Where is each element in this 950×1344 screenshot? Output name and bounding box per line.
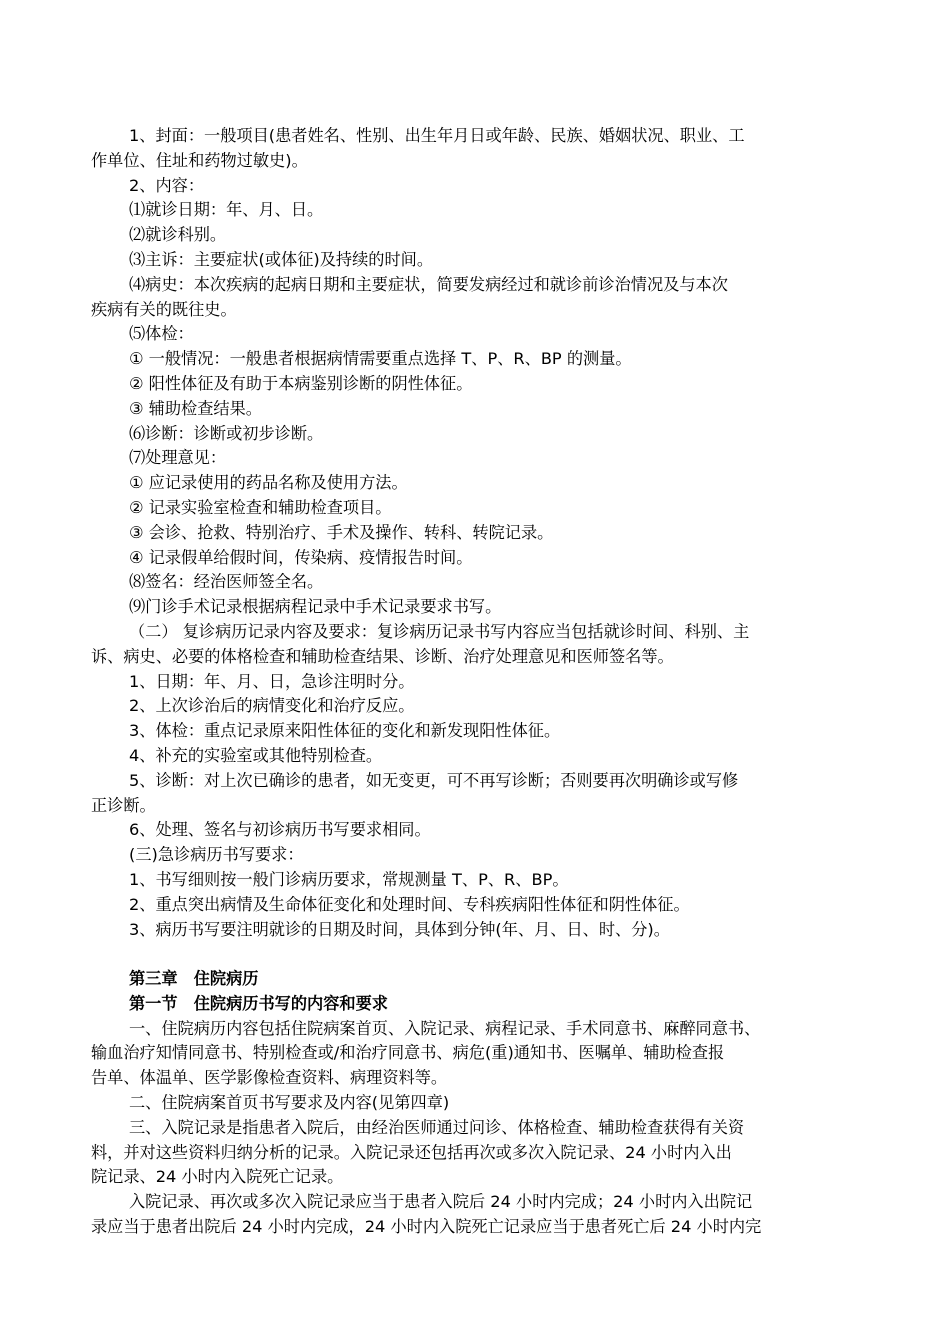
- text-line: 5、诊断：对上次已确诊的患者，如无变更，可不再写诊断；否则要再次明确诊或写修: [129, 770, 739, 790]
- text-line: ② 记录实验室检查和辅助检查项目。: [129, 497, 392, 517]
- text-line: 入院记录、再次或多次入院记录应当于患者入院后 24 小时内完成；24 小时内入出院记: [129, 1192, 753, 1212]
- text-line: 3、体检：重点记录原来阳性体征的变化和新发现阳性体征。: [129, 721, 561, 741]
- text-line: ⑺处理意见：: [129, 448, 227, 468]
- document-page: [91, 124, 871, 1240]
- text-line: 1、日期：年、月、日，急诊注明时分。: [129, 671, 415, 691]
- text-line: 诉、病史、必要的体格检查和辅助检查结果、诊断、治疗处理意见和医师签名等。: [91, 646, 674, 666]
- text-line: ⑸体检：: [129, 324, 194, 344]
- text-line: 告单、体温单、医学影像检查资料、病理资料等。: [91, 1068, 448, 1088]
- text-line: ⑼门诊手术记录根据病程记录中手术记录要求书写。: [129, 597, 502, 617]
- text-line: 三、入院记录是指患者入院后，由经治医师通过问诊、体格检查、辅助检查获得有关资: [129, 1117, 745, 1137]
- text-line: ① 应记录使用的药品名称及使用方法。: [129, 473, 408, 493]
- text-line: （二） 复诊病历记录内容及要求：复诊病历记录书写内容应当包括就诊时间、科别、主: [129, 621, 750, 641]
- text-line: ③ 会诊、抢救、特别治疗、手术及操作、转科、转院记录。: [129, 522, 554, 542]
- text-line: 1、书写细则按一般门诊病历要求，常规测量 T、P、R、BP。: [129, 869, 569, 889]
- text-line: ② 阳性体征及有助于本病鉴别诊断的阴性体征。: [129, 373, 473, 393]
- text-line: ⑻签名：经治医师签全名。: [129, 572, 324, 592]
- text-line: ⑷病史：本次疾病的起病日期和主要症状，简要发病经过和就诊前诊治情况及与本次: [129, 274, 728, 294]
- text-line: 2、重点突出病情及生命体征变化和处理时间、专科疾病阳性体征和阴性体征。: [129, 894, 690, 914]
- text-line: 院记录、24 小时内入院死亡记录。: [91, 1167, 344, 1187]
- text-line: 3、病历书写要注明就诊的日期及时间，具体到分钟(年、月、日、时、分)。: [129, 919, 670, 939]
- text-line: 一、住院病历内容包括住院病案首页、入院记录、病程记录、手术同意书、麻醉同意书、: [129, 1018, 761, 1038]
- text-line: 作单位、住址和药物过敏史)。: [91, 150, 308, 170]
- text-line: 2、上次诊治后的病情变化和治疗反应。: [129, 696, 415, 716]
- text-line: ④ 记录假单给假时间，传染病、疫情报告时间。: [129, 547, 473, 567]
- text-line: 正诊断。: [91, 795, 156, 815]
- text-line: ⑴就诊日期：年、月、日。: [129, 200, 324, 220]
- section-heading: 第一节 住院病历书写的内容和要求: [129, 993, 388, 1013]
- text-line: ⑶主诉：主要症状(或体征)及持续的时间。: [129, 249, 434, 269]
- text-line: 疾病有关的既往史。: [91, 299, 237, 319]
- text-line: ⑹诊断：诊断或初步诊断。: [129, 423, 324, 443]
- text-line: 输血治疗知情同意书、特别检查或/和治疗同意书、病危(重)通知书、医嘱单、辅助检查报: [91, 1043, 725, 1063]
- text-line: (三)急诊病历书写要求：: [129, 845, 304, 865]
- text-line: 二、住院病案首页书写要求及内容(见第四章): [129, 1093, 450, 1113]
- text-line: 料，并对这些资料归纳分析的记录。入院记录还包括再次或多次入院记录、24 小时内入出: [91, 1142, 732, 1162]
- chapter-heading: 第三章 住院病历: [129, 969, 259, 989]
- text-line: ① 一般情况：一般患者根据病情需要重点选择 T、P、R、BP 的测量。: [129, 349, 632, 369]
- text-line: 6、处理、签名与初诊病历书写要求相同。: [129, 820, 431, 840]
- text-line: 4、补充的实验室或其他特别检查。: [129, 745, 383, 765]
- text-line: ⑵就诊科别。: [129, 225, 227, 245]
- paragraph-gap: [91, 942, 871, 967]
- text-line: 1、封面：一般项目(患者姓名、性别、出生年月日或年龄、民族、婚姻状况、职业、工: [129, 126, 745, 145]
- text-line: ③ 辅助检查结果。: [129, 398, 262, 418]
- text-line: 录应当于患者出院后 24 小时内完成，24 小时内入院死亡记录应当于患者死亡后 24 小时内完: [91, 1217, 762, 1237]
- text-line: 2、内容：: [129, 175, 205, 195]
